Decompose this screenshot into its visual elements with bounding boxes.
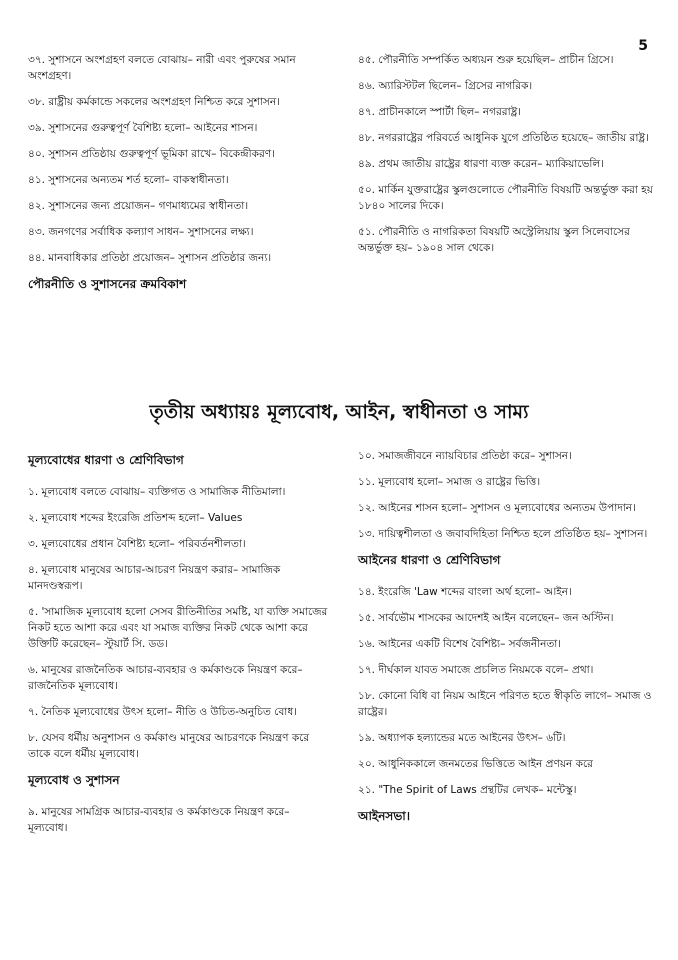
list-item: ৪১. সুশাসনের অন্যতম শর্ত হলো– বাকস্বাধীনতা। [28, 174, 229, 186]
list-item: ৮. যেসব ধর্মীয় অনুশাসন ও কর্মকাণ্ড মানুষের আচরণকে নিয়ন্ত্রণ করে তাকে বলে ধর্মীয় মূল্যবোধ। [28, 732, 310, 760]
section-heading: আইনের ধারণা ও শ্রেণিবিভাগ [358, 553, 501, 567]
list-item: ৪. মূল্যবোধ মানুষের আচার-আচরণ নিয়ন্ত্রণ করার– সামাজিক মানদণ্ডস্বরূপ। [28, 564, 281, 592]
section-heading: মূল্যবোধ ও সুশাসন [28, 773, 120, 787]
page-number: 5 [638, 38, 648, 54]
list-item: ৬. মানুষের রাজনৈতিক আচার-ব্যবহার ও কর্মকাণ্ডকে নিয়ন্ত্রণ করে– রাজনৈতিক মূল্যবোধ। [28, 664, 303, 692]
list-item: ৪৫. পৌরনীতি সম্পর্কিত অধ্যয়ন শুরু হয়েছিল– প্রাচীন গ্রিসে। [358, 54, 614, 66]
bottom-left-column [28, 448, 328, 846]
top-left-column [28, 52, 328, 308]
list-item: ৫০. মার্কিন যুক্তরাষ্ট্রের স্কুলগুলোতে পৌরনীতি বিষয়টি অন্তর্ভুক্ত করা হয় ১৮৪০ সালের দিকে। [358, 184, 653, 212]
list-item: ১৫. সার্বভৌম শাসকের আদেশই আইন বলেছেন– জন অস্টিন। [358, 612, 614, 624]
list-item: ২. মূল্যবোধ শব্দের ইংরেজি প্রতিশব্দ হলো– Values [28, 512, 243, 524]
list-item: ৩৭. সুশাসনে অংশগ্রহণ বলতে বোঝায়– নারী এবং পুরুষের সমান অংশগ্রহণ। [28, 54, 296, 82]
list-item: ৪৪. মানবাধিকার প্রতিষ্ঠা প্রয়োজন– সুশাসন প্রতিষ্ঠার জন্য। [28, 252, 272, 264]
list-item: ১৬. আইনের একটি বিশেষ বৈশিষ্ট্য– সর্বজনীনতা। [358, 638, 562, 650]
list-item: ১২. আইনের শাসন হলো– সুশাসন ও মূল্যবোধের অন্যতম উপাদান। [358, 502, 636, 514]
list-item: ৪৬. অ্যারিস্টটল ছিলেন– গ্রিসের নাগরিক। [358, 80, 533, 92]
list-item: ১. মূল্যবোধ বলতে বোঝায়– ব্যক্তিগত ও সামাজিক নীতিমালা। [28, 486, 286, 498]
top-right-column [358, 52, 658, 266]
list-item: ১৩. দায়িত্বশীলতা ও জবাবদিহিতা নিশ্চিত হলে প্রতিষ্ঠিত হয়– সুশাসন। [358, 528, 648, 540]
bottom-right-column [358, 448, 658, 840]
list-item: ২১. "The Spirit of Laws প্রন্থটির লেখক– মন্টেস্কু। [358, 784, 577, 796]
list-item: ১৮. কোনো বিধি বা নিয়ম আইনে পরিণত হতে স্বীকৃতি লাগে– সমাজ ও রাষ্ট্রের। [358, 690, 652, 718]
list-item: ৫. 'সামাজিক মূল্যবোধ হলো সেসব রীতিনীতির সমষ্টি, যা ব্যক্তি সমাজের নিকট হতে আশা করে এবং যা সমাজ ব্যক্তির নিকট থেকে আশা করে উক্তিটি করেছেন– স্টুয়ার্ট সি. ডড। [28, 606, 328, 650]
list-item: ৪৯. প্রথম জাতীয় রাষ্ট্রের ধারণা ব্যক্ত করেন– ম্যাকিয়াভেলি। [358, 158, 604, 170]
list-item: ১৪. ইংরেজি 'Law শব্দের বাংলা অর্থ হলো– আইন। [358, 586, 572, 598]
list-item: ৪৩. জনগণের সর্বাধিক কল্যাণ সাধন– সুশাসনের লক্ষ্য। [28, 226, 254, 238]
list-item: ১০. সমাজজীবনে ন্যায়বিচার প্রতিষ্ঠা করে– সুশাসন। [358, 450, 572, 462]
list-item: ৫১. পৌরনীতি ও নাগরিকতা বিষয়টি অস্ট্রেলিয়ায় স্কুল সিলেবাসের অন্তর্ভুক্ত হয়– ১৯০৪ সাল থেকে। [358, 226, 630, 254]
list-item: ৪৮. নগররাষ্ট্রের পরিবর্তে আধুনিক যুগে প্রতিষ্ঠিত হয়েছে– জাতীয় রাষ্ট্র। [358, 132, 649, 144]
section-heading: আইনসভা। [358, 809, 411, 823]
list-item: ৩৯. সুশাসনের গুরুত্বপূর্ণ বৈশিষ্ট্য হলো– আইনের শাসন। [28, 122, 258, 134]
list-item: ৪৭. প্রাচীনকালে স্পার্টা ছিল– নগররাষ্ট্র। [358, 106, 522, 118]
list-item: ১১. মূল্যবোধ হলো– সমাজ ও রাষ্ট্রের ভিত্তি। [358, 476, 541, 488]
list-item: ৪২. সুশাসনের জন্য প্রয়োজন– গণমাধ্যমের স্বাধীনতা। [28, 200, 249, 212]
list-item: ৭. নৈতিক মূল্যবোধের উৎস হলো– নীতি ও উচিত-অনুচিত বোধ। [28, 706, 297, 718]
section-heading: পৌরনীতি ও সুশাসনের ক্রমবিকাশ [28, 277, 187, 291]
chapter-title: তৃতীয় অধ্যায়ঃ মূল্যবোধ, আইন, স্বাধীনতা ও সাম্য [149, 401, 529, 423]
list-item: ২০. আধুনিককালে জনমতের ভিত্তিতে আইন প্রণয়ন করে [358, 758, 593, 770]
list-item: ১৯. অধ্যাপক হল্যান্ডের মতে আইনের উৎস– ৬টি। [358, 732, 566, 744]
section-heading: মূল্যবোধের ধারণা ও শ্রেণিবিভাগ [28, 453, 184, 467]
list-item: ৯. মানুষের সামগ্রিক আচার-ব্যবহার ও কর্মকাণ্ডকে নিয়ন্ত্রণ করে– মূল্যবোধ। [28, 806, 290, 834]
list-item: ৪০. সুশাসন প্রতিষ্ঠায় গুরুত্বপূর্ণ ভূমিকা রাখে– বিকেন্দ্রীকরণ। [28, 148, 275, 160]
list-item: ৩৮. রাষ্ট্রীয় কর্মকান্ডে সকলের অংশগ্রহণ নিশ্চিত করে সুশাসন। [28, 96, 280, 108]
list-item: ৩. মূল্যবোধের প্রধান বৈশিষ্ট্য হলো– পরিবর্তনশীলতা। [28, 538, 246, 550]
list-item: ১৭. দীর্ঘকাল যাবত সমাজে প্রচলিত নিয়মকে বলে– প্রথা। [358, 664, 594, 676]
